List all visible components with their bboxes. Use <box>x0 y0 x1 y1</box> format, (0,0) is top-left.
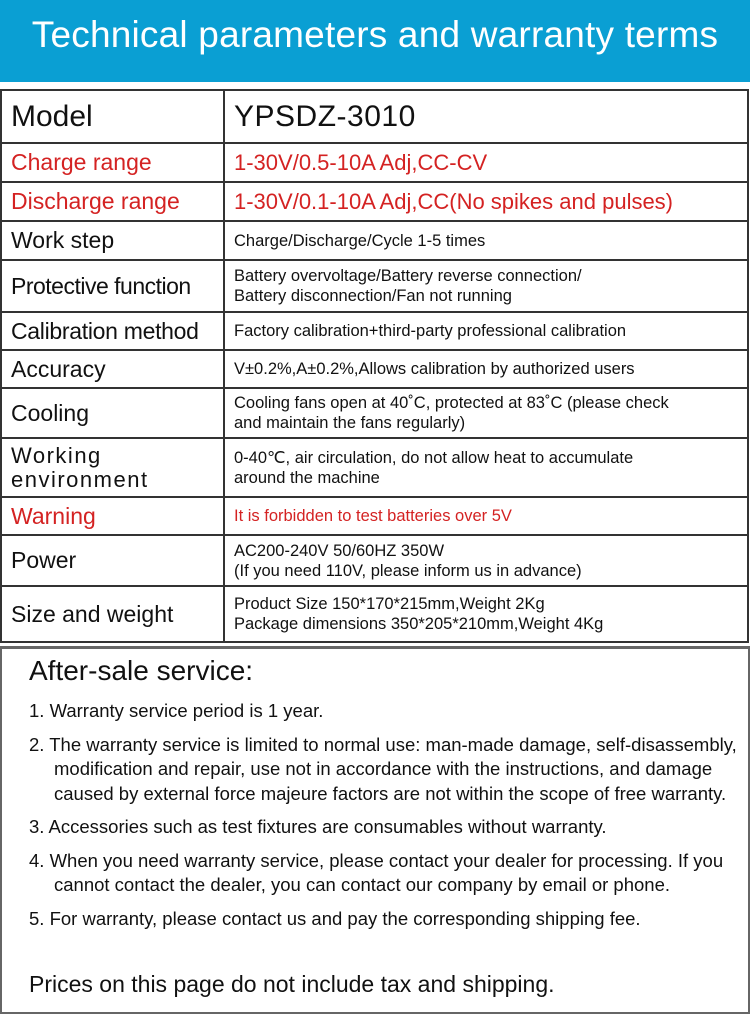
spec-label: Size and weight <box>1 586 224 642</box>
after-sale-section <box>0 646 750 1014</box>
spec-value: YPSDZ-3010 <box>224 90 748 143</box>
spec-row-discharge-range <box>1 182 748 221</box>
spec-value <box>224 388 748 438</box>
spec-label: Work step <box>1 221 224 260</box>
spec-row-cooling <box>1 388 748 438</box>
after-sale-item: 1. Warranty service period is 1 year. <box>29 700 324 721</box>
after-sale-item: 5. For warranty, please contact us and pay the corresponding shipping fee. <box>29 907 641 929</box>
spec-row-power <box>1 535 748 586</box>
spec-row-model <box>1 90 748 143</box>
spec-label: Calibration method <box>1 312 224 350</box>
spec-label-line: environment <box>11 466 149 492</box>
title-banner <box>0 0 750 82</box>
spec-label-line: Working <box>11 442 102 468</box>
spec-row-calibration-method <box>1 312 748 350</box>
spec-value <box>224 586 748 642</box>
spec-value-line: 0-40℃, air circulation, do not allow heat to accumulate <box>234 448 634 467</box>
spec-value <box>224 260 748 312</box>
spec-row-charge-range <box>1 143 748 182</box>
spec-label: Power <box>1 535 224 586</box>
spec-value-line: Product Size 150*170*215mm,Weight 2Kg <box>234 595 545 613</box>
spec-row-protective-function <box>1 260 748 312</box>
spec-label: Accuracy <box>1 350 224 388</box>
spec-value-line: and maintain the fans regularly) <box>234 414 466 432</box>
spec-value <box>224 438 748 497</box>
spec-value-line: around the machine <box>234 468 380 487</box>
spec-label: Model <box>1 90 224 143</box>
after-sale-title: After-sale service: <box>29 655 254 686</box>
page-title: Technical parameters and warranty terms <box>31 14 719 55</box>
spec-row-working-environment <box>1 438 748 497</box>
spec-value-line: Cooling fans open at 40˚C, protected at 83˚C (please check <box>234 394 669 412</box>
after-sale-list <box>29 699 739 940</box>
spec-label: Cooling <box>1 388 224 438</box>
spec-label: Discharge range <box>1 182 224 221</box>
spec-value-line: Battery overvoltage/Battery reverse connection/ <box>234 267 582 285</box>
spec-value-line: Battery disconnection/Fan not running <box>234 287 512 305</box>
spec-value-line: (If you need 110V, please inform us in advance) <box>234 561 582 580</box>
spec-label: Charge range <box>1 143 224 182</box>
after-sale-item: 2. The warranty service is limited to normal use: man-made damage, self-disassembly, modification and repair, use not in accordance with the instructions, and damage caused by external force majeure factors are not within the scope of free warranty. <box>29 733 737 804</box>
after-sale-item: 4. When you need warranty service, please contact your dealer for processing. If you cannot contact the dealer, you can contact our company by email or phone. <box>29 849 724 895</box>
spec-value-line: AC200-240V 50/60HZ 350W <box>234 541 445 560</box>
after-sale-item: 3. Accessories such as test fixtures are consumables without warranty. <box>29 816 607 837</box>
pricing-note: Prices on this page do not include tax and shipping. <box>29 971 555 997</box>
spec-row-warning <box>1 497 748 535</box>
spec-value-line: Package dimensions 350*205*210mm,Weight 4Kg <box>234 615 604 633</box>
spec-value <box>224 535 748 586</box>
spec-value: 1-30V/0.5-10A Adj,CC-CV <box>224 143 748 182</box>
spec-row-accuracy <box>1 350 748 388</box>
spec-label <box>1 438 224 497</box>
spec-value: It is forbidden to test batteries over 5V <box>224 497 748 535</box>
spec-row-size-and-weight <box>1 586 748 642</box>
spec-value: V±0.2%,A±0.2%,Allows calibration by authorized users <box>224 350 748 388</box>
spec-label: Protective function <box>1 260 224 312</box>
spec-table <box>0 89 749 643</box>
spec-value: Factory calibration+third-party professional calibration <box>224 312 748 350</box>
spec-row-work-step <box>1 221 748 260</box>
spec-label: Warning <box>1 497 224 535</box>
spec-value: 1-30V/0.1-10A Adj,CC(No spikes and pulses) <box>224 182 748 221</box>
spec-value: Charge/Discharge/Cycle 1-5 times <box>224 221 748 260</box>
